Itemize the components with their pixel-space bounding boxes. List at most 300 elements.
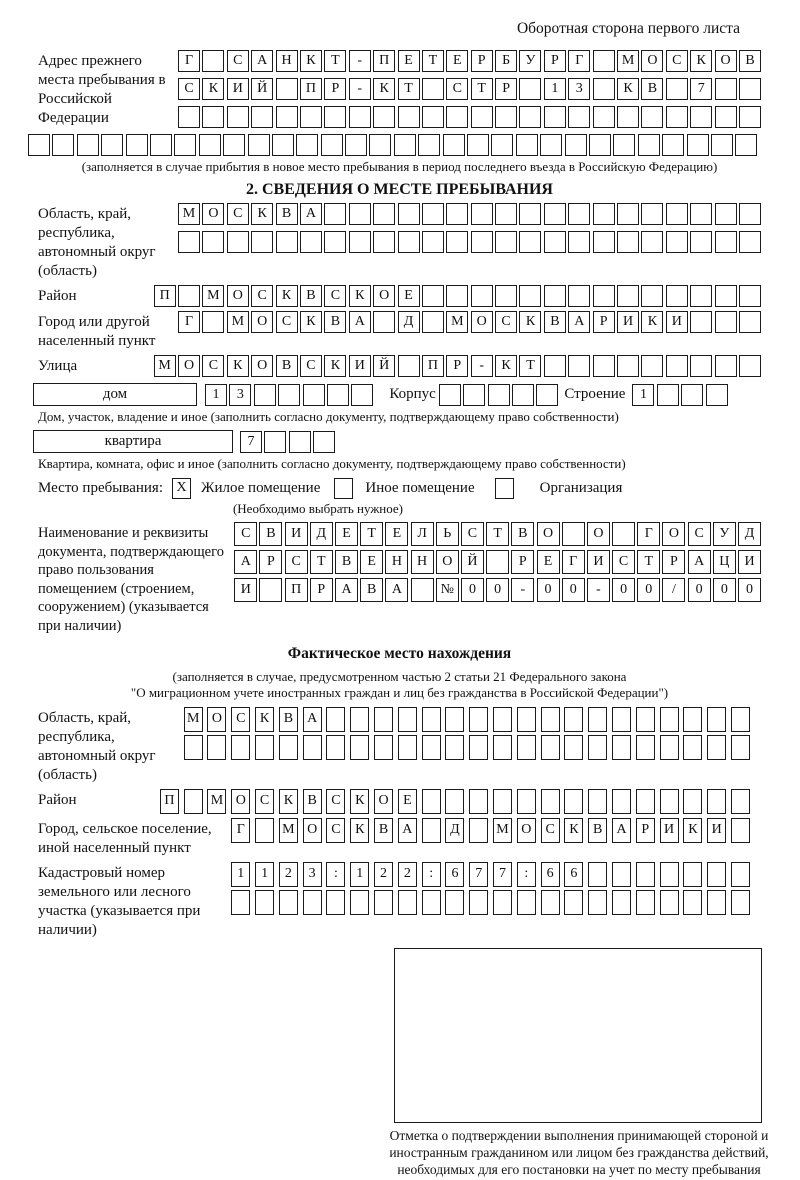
form-cell: С — [688, 522, 711, 546]
form-cell — [516, 134, 538, 156]
form-cell — [446, 285, 468, 307]
form-cell — [184, 789, 203, 814]
form-cell — [445, 789, 464, 814]
form-cell: Е — [398, 50, 420, 72]
form-cell — [259, 578, 282, 602]
form-cell — [289, 431, 311, 453]
mesto-row — [38, 478, 761, 499]
form-cell: О — [227, 285, 249, 307]
form-cell — [660, 862, 679, 887]
form-cell — [541, 890, 560, 915]
form-cell — [690, 203, 712, 225]
form-cell: Т — [422, 50, 444, 72]
form-cell — [617, 231, 639, 253]
zhiloe-label: Жилое помещение — [201, 480, 321, 496]
form-cell — [612, 522, 635, 546]
form-cell: С — [612, 550, 635, 574]
form-cell — [641, 285, 663, 307]
form-cell — [349, 231, 371, 253]
form-cell — [471, 203, 493, 225]
form-cell — [422, 203, 444, 225]
form-cell — [731, 789, 750, 814]
form-cell: С — [326, 818, 345, 843]
form-cell — [439, 384, 461, 406]
form-cell — [184, 735, 203, 760]
form-cell: Ь — [436, 522, 459, 546]
form-cell: А — [568, 311, 590, 333]
form-cell — [326, 735, 345, 760]
form-cell — [446, 203, 468, 225]
form-cell — [264, 431, 286, 453]
form-cell — [593, 106, 615, 128]
form-cell — [126, 134, 148, 156]
form-cell — [278, 384, 300, 406]
form-cell — [593, 78, 615, 100]
gorod-block — [38, 311, 761, 351]
form-cell: В — [300, 285, 322, 307]
form-cell: Р — [544, 50, 566, 72]
form-cell — [683, 862, 702, 887]
form-cell — [231, 735, 250, 760]
form-cell — [690, 231, 712, 253]
form-cell — [251, 106, 273, 128]
form-cell: Д — [445, 818, 464, 843]
form-cell: А — [251, 50, 273, 72]
doc-row-2 — [234, 550, 761, 574]
ulitsa-row — [154, 355, 761, 377]
form-cell: Т — [486, 522, 509, 546]
form-cell — [422, 735, 441, 760]
form-cell: М — [227, 311, 249, 333]
form-cell — [657, 384, 679, 406]
form-cell: К — [227, 355, 249, 377]
form-cell: К — [683, 818, 702, 843]
form-cell: О — [251, 311, 273, 333]
form-cell — [593, 231, 615, 253]
mesto-note: (Необходимо выбрать нужное) — [232, 501, 404, 516]
form-cell: С — [276, 311, 298, 333]
form-cell — [324, 231, 346, 253]
form-cell — [593, 50, 615, 72]
form-cell — [178, 106, 200, 128]
prev-address-row-1 — [178, 50, 761, 72]
prev-address-note: (заполняется в случае прибытия в новое место пребывания в период последнего въезда в Российскую Федерацию) — [81, 159, 718, 174]
form-cell: К — [324, 355, 346, 377]
raion-label: Район — [38, 288, 77, 304]
form-cell — [279, 735, 298, 760]
form-cell — [662, 134, 684, 156]
form-cell: В — [588, 818, 607, 843]
form-cell — [373, 311, 395, 333]
form-cell — [706, 384, 728, 406]
form-cell — [495, 231, 517, 253]
form-cell: В — [374, 818, 393, 843]
form-cell — [683, 789, 702, 814]
form-cell — [565, 134, 587, 156]
form-cell — [374, 707, 393, 732]
form-cell: В — [360, 578, 383, 602]
page-header: Оборотная сторона первого листа — [516, 20, 740, 37]
form-cell: Е — [398, 789, 417, 814]
form-cell: К — [279, 789, 298, 814]
form-cell: Г — [178, 50, 200, 72]
form-cell — [588, 890, 607, 915]
form-cell — [373, 106, 395, 128]
form-cell — [491, 134, 513, 156]
form-cell: 0 — [562, 578, 585, 602]
form-cell: 2 — [398, 862, 417, 887]
form-cell — [568, 285, 590, 307]
form-cell: О — [471, 311, 493, 333]
fact-note-1: (заполняется в случае, предусмотренном частью 2 статьи 21 Федерального закона — [172, 669, 627, 684]
form-cell: 0 — [688, 578, 711, 602]
form-cell: 7 — [493, 862, 512, 887]
form-cell — [469, 789, 488, 814]
form-cell: М — [154, 355, 176, 377]
form-cell: М — [446, 311, 468, 333]
form-cell — [469, 735, 488, 760]
form-cell — [469, 890, 488, 915]
form-cell — [463, 384, 485, 406]
fact-title: Фактическое место нахождения — [287, 645, 512, 662]
form-cell: Й — [251, 78, 273, 100]
form-cell: К — [300, 50, 322, 72]
form-cell: 0 — [713, 578, 736, 602]
form-cell: - — [471, 355, 493, 377]
form-cell: 7 — [690, 78, 712, 100]
form-cell — [52, 134, 74, 156]
form-cell — [683, 890, 702, 915]
form-cell: К — [495, 355, 517, 377]
form-cell — [739, 311, 761, 333]
form-cell: 1 — [255, 862, 274, 887]
form-cell — [276, 106, 298, 128]
form-cell — [666, 231, 688, 253]
form-cell — [519, 106, 541, 128]
form-cell: В — [641, 78, 663, 100]
form-cell — [683, 735, 702, 760]
form-cell — [731, 890, 750, 915]
form-cell: Е — [446, 50, 468, 72]
form-cell — [345, 134, 367, 156]
form-cell: Р — [259, 550, 282, 574]
fact-raion-row — [160, 789, 750, 814]
doc-label: Наименование и реквизиты документа, подтверждающего право пользования помещением (строением, сооружением) (указывается при наличии) — [38, 525, 224, 634]
form-cell — [374, 890, 393, 915]
fact-oblast-block — [38, 707, 761, 785]
form-cell — [660, 890, 679, 915]
form-cell — [255, 890, 274, 915]
form-cell: В — [324, 311, 346, 333]
form-cell — [422, 818, 441, 843]
form-cell — [666, 78, 688, 100]
form-cell: Г — [178, 311, 200, 333]
form-cell: С — [227, 203, 249, 225]
form-cell — [562, 522, 585, 546]
form-cell — [422, 311, 444, 333]
form-cell — [715, 285, 737, 307]
form-cell — [303, 384, 325, 406]
form-cell — [568, 231, 590, 253]
form-cell — [544, 355, 566, 377]
form-cell: Р — [446, 355, 468, 377]
form-cell — [493, 890, 512, 915]
form-cell: С — [251, 285, 273, 307]
form-cell — [495, 106, 517, 128]
form-cell: А — [398, 818, 417, 843]
form-cell — [641, 231, 663, 253]
form-cell: Е — [360, 550, 383, 574]
form-cell — [731, 818, 750, 843]
form-cell: В — [276, 203, 298, 225]
form-cell: А — [688, 550, 711, 574]
form-cell: - — [349, 50, 371, 72]
form-cell: 0 — [537, 578, 560, 602]
form-cell: О — [587, 522, 610, 546]
form-cell: Р — [471, 50, 493, 72]
form-cell — [178, 231, 200, 253]
form-cell: К — [690, 50, 712, 72]
form-cell: О — [436, 550, 459, 574]
form-cell — [519, 285, 541, 307]
form-cell: О — [662, 522, 685, 546]
form-cell: О — [374, 789, 393, 814]
form-cell — [731, 735, 750, 760]
form-cell — [398, 707, 417, 732]
org-label: Организация — [539, 480, 623, 496]
form-cell — [666, 106, 688, 128]
form-cell: Н — [276, 50, 298, 72]
form-cell: Л — [411, 522, 434, 546]
gorod-row — [178, 311, 761, 333]
form-cell — [469, 707, 488, 732]
form-cell — [617, 285, 639, 307]
form-cell: Р — [636, 818, 655, 843]
inoe-label: Иное помещение — [365, 480, 475, 496]
form-cell: М — [184, 707, 203, 732]
form-cell — [636, 789, 655, 814]
form-cell — [636, 735, 655, 760]
form-cell — [739, 78, 761, 100]
form-cell — [327, 384, 349, 406]
form-cell: О — [641, 50, 663, 72]
form-cell: В — [739, 50, 761, 72]
form-cell — [715, 355, 737, 377]
form-cell — [588, 735, 607, 760]
form-cell — [296, 134, 318, 156]
form-cell — [255, 818, 274, 843]
form-cell — [517, 890, 536, 915]
form-cell — [445, 890, 464, 915]
form-cell: И — [617, 311, 639, 333]
form-cell — [398, 355, 420, 377]
fact-oblast-row-2 — [184, 735, 750, 760]
form-cell — [471, 285, 493, 307]
form-cell — [544, 203, 566, 225]
form-cell — [398, 106, 420, 128]
fact-raion-label: Район — [38, 792, 77, 808]
form-cell: С — [178, 78, 200, 100]
form-cell — [512, 384, 534, 406]
korpus-label: Корпус — [389, 386, 436, 402]
form-cell — [690, 311, 712, 333]
form-cell — [568, 106, 590, 128]
form-cell: П — [285, 578, 308, 602]
form-cell — [612, 890, 631, 915]
mesto-label: Место пребывания: — [38, 480, 163, 496]
form-cell: Е — [335, 522, 358, 546]
kadastr-block — [38, 862, 761, 940]
ulitsa-label: Улица — [38, 358, 78, 374]
form-cell: Р — [495, 78, 517, 100]
form-cell — [350, 707, 369, 732]
form-cell: 6 — [541, 862, 560, 887]
form-cell: 3 — [568, 78, 590, 100]
form-cell: Ц — [713, 550, 736, 574]
form-cell: 6 — [564, 862, 583, 887]
form-cell — [351, 384, 373, 406]
form-cell — [593, 285, 615, 307]
form-cell: Д — [738, 522, 761, 546]
form-cell: У — [519, 50, 541, 72]
form-cell — [541, 789, 560, 814]
form-cell — [707, 890, 726, 915]
form-cell — [445, 707, 464, 732]
form-cell: 1 — [350, 862, 369, 887]
form-cell — [666, 355, 688, 377]
form-cell — [422, 231, 444, 253]
form-cell — [398, 231, 420, 253]
form-cell: 3 — [303, 862, 322, 887]
form-cell — [398, 890, 417, 915]
prev-address-label: Адрес прежнего места пребывания в Российской Федерации — [38, 53, 166, 126]
form-cell: В — [276, 355, 298, 377]
form-cell — [493, 707, 512, 732]
form-cell: К — [202, 78, 224, 100]
form-cell: № — [436, 578, 459, 602]
form-cell: В — [279, 707, 298, 732]
form-cell: К — [641, 311, 663, 333]
form-cell — [519, 203, 541, 225]
form-cell — [638, 134, 660, 156]
form-cell: С — [231, 707, 250, 732]
form-cell — [690, 106, 712, 128]
form-cell — [681, 384, 703, 406]
form-cell: В — [259, 522, 282, 546]
form-cell — [231, 890, 250, 915]
form-cell: И — [666, 311, 688, 333]
korpus-cells — [439, 384, 559, 406]
form-cell: Д — [398, 311, 420, 333]
kadastr-label: Кадастровый номер земельного или лесного участка (указывается при наличии) — [38, 865, 201, 938]
form-cell: Р — [324, 78, 346, 100]
form-cell: 0 — [486, 578, 509, 602]
form-cell: У — [713, 522, 736, 546]
form-cell — [227, 231, 249, 253]
form-cell — [593, 203, 615, 225]
kvartira-note: Квартира, комната, офис и иное (заполнить согласно документу, подтверждающему право собственности) — [38, 456, 626, 471]
form-cell — [300, 106, 322, 128]
form-cell — [28, 134, 50, 156]
form-cell — [251, 231, 273, 253]
form-cell: Т — [360, 522, 383, 546]
form-cell — [612, 707, 631, 732]
form-cell — [223, 134, 245, 156]
form-cell — [588, 862, 607, 887]
form-cell: К — [276, 285, 298, 307]
form-cell: В — [544, 311, 566, 333]
form-cell — [588, 707, 607, 732]
form-cell: : — [517, 862, 536, 887]
form-cell — [101, 134, 123, 156]
form-cell — [488, 384, 510, 406]
form-cell: П — [300, 78, 322, 100]
form-cell: 0 — [738, 578, 761, 602]
form-cell: Г — [568, 50, 590, 72]
kadastr-row-2 — [231, 890, 750, 915]
form-cell — [666, 203, 688, 225]
form-cell — [77, 134, 99, 156]
form-cell — [707, 789, 726, 814]
form-cell — [739, 203, 761, 225]
form-cell: А — [303, 707, 322, 732]
form-cell: / — [662, 578, 685, 602]
form-cell — [446, 231, 468, 253]
form-cell: 0 — [612, 578, 635, 602]
form-cell — [150, 134, 172, 156]
form-cell — [303, 735, 322, 760]
form-cell — [248, 134, 270, 156]
form-cell: Й — [461, 550, 484, 574]
form-cell — [536, 384, 558, 406]
form-cell: Р — [662, 550, 685, 574]
prev-address-block — [38, 50, 761, 128]
form-cell — [369, 134, 391, 156]
form-cell: Т — [324, 50, 346, 72]
form-cell — [398, 203, 420, 225]
form-cell: К — [350, 818, 369, 843]
form-cell — [544, 231, 566, 253]
form-cell: А — [385, 578, 408, 602]
form-cell — [422, 106, 444, 128]
form-cell — [207, 735, 226, 760]
form-cell — [544, 285, 566, 307]
form-cell — [612, 735, 631, 760]
form-cell — [568, 203, 590, 225]
form-cell — [541, 735, 560, 760]
form-cell — [199, 134, 221, 156]
fact-gorod-row — [231, 818, 750, 843]
form-cell: Н — [385, 550, 408, 574]
form-cell: Н — [411, 550, 434, 574]
form-cell: О — [303, 818, 322, 843]
form-cell — [446, 106, 468, 128]
raion-row — [154, 285, 761, 307]
form-cell: - — [349, 78, 371, 100]
form-cell — [739, 355, 761, 377]
form-cell: О — [517, 818, 536, 843]
form-cell — [544, 106, 566, 128]
form-cell: В — [335, 550, 358, 574]
fact-oblast-row-1 — [184, 707, 750, 732]
form-cell — [715, 78, 737, 100]
form-cell: К — [564, 818, 583, 843]
fact-oblast-label: Область, край, республика, автономный округ (область) — [38, 710, 156, 783]
form-cell — [739, 106, 761, 128]
form-cell — [324, 203, 346, 225]
form-cell — [517, 707, 536, 732]
form-cell: 7 — [240, 431, 262, 453]
